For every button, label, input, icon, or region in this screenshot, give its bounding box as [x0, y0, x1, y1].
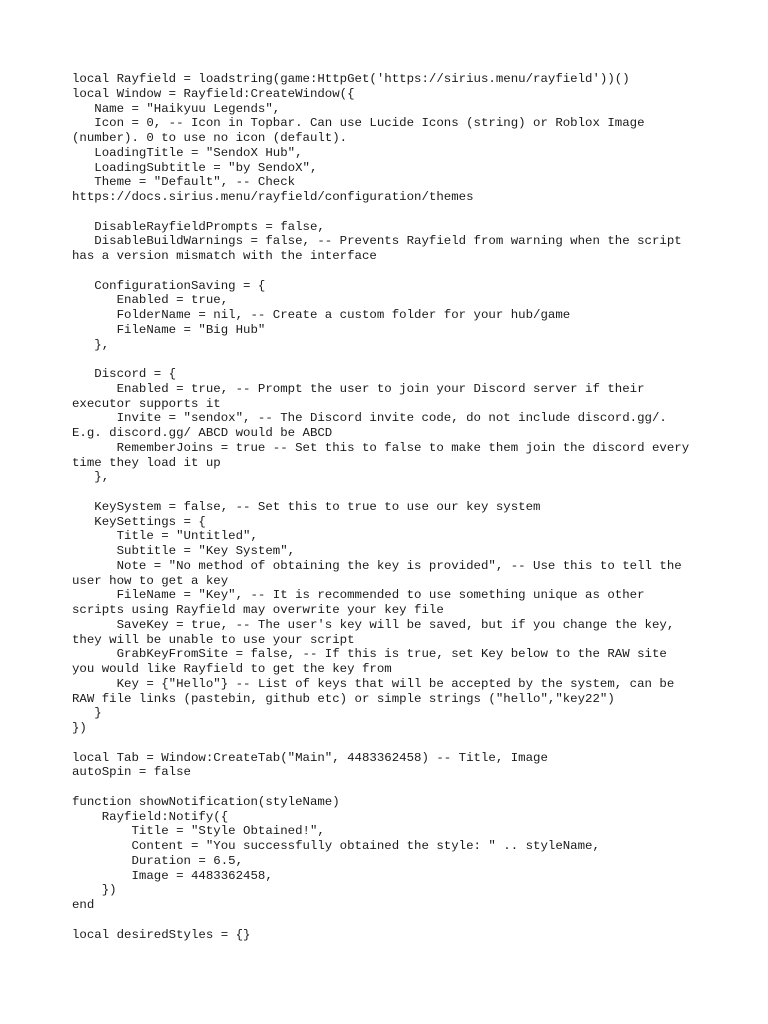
code-line — [72, 205, 702, 220]
code-line: scripts using Rayfield may overwrite your key file — [72, 603, 444, 617]
code-line — [72, 736, 702, 751]
code-line: }) — [72, 721, 87, 735]
code-line: Image = 4483362458, — [72, 868, 273, 883]
code-line: Theme = "Default", -- Check — [72, 175, 296, 190]
code-line: RememberJoins = true -- Set this to false to make them join the discord every — [72, 440, 690, 455]
code-line: KeySettings = { — [72, 514, 206, 529]
code-line: Name = "Haikyuu Legends", — [72, 101, 281, 116]
code-line: DisableRayfieldPrompts = false, — [72, 219, 325, 234]
code-line: user how to get a key — [72, 573, 229, 588]
code-line: Enabled = true, — [72, 293, 229, 308]
code-line: executor supports it — [72, 396, 221, 411]
code-line: Icon = 0, -- Icon in Topbar. Can use Lucide Icons (string) or Roblox Image — [72, 116, 645, 131]
code-line — [72, 264, 702, 279]
code-line: FolderName = nil, -- Create a custom folder for your hub/game — [72, 308, 571, 322]
code-line: Note = "No method of obtaining the key is provided", -- Use this to tell the — [72, 558, 682, 573]
code-line: }) — [72, 883, 117, 898]
code-line: }, — [72, 470, 110, 485]
code-line: GrabKeyFromSite = false, -- If this is true, set Key below to the RAW site — [72, 647, 667, 662]
code-line: (number). 0 to use no icon (default). — [72, 131, 348, 145]
code-line: DisableBuildWarnings = false, -- Prevents Rayfield from warning when the script — [72, 234, 682, 249]
code-line: local Window = Rayfield:CreateWindow({ — [72, 86, 355, 101]
code-line: Content = "You successfully obtained the style: " .. styleName, — [72, 839, 600, 853]
code-line: RAW file links (pastebin, github etc) or simple strings ("hello","key22") — [72, 691, 615, 706]
code-line — [72, 913, 702, 928]
code-line: you would like Rayfield to get the key from — [72, 662, 392, 676]
code-line: local Tab = Window:CreateTab("Main", 4483362458) -- Title, Image — [72, 750, 548, 765]
code-line — [72, 352, 702, 367]
code-line: LoadingTitle = "SendoX Hub", — [72, 145, 303, 160]
code-line: time they load it up — [72, 455, 221, 470]
code-line: end — [72, 898, 95, 912]
code-line: Enabled = true, -- Prompt the user to join your Discord server if their — [72, 381, 645, 396]
code-line: SaveKey = true, -- The user's key will be saved, but if you change the key, — [72, 617, 675, 632]
code-line: }, — [72, 337, 110, 352]
code-line: ConfigurationSaving = { — [72, 278, 266, 293]
code-block — [72, 72, 702, 942]
code-line: autoSpin = false — [72, 765, 191, 780]
code-line: } — [72, 706, 102, 721]
code-line: local Rayfield = loadstring(game:HttpGet('https://sirius.menu/rayfield'))() — [72, 72, 630, 86]
code-line: Rayfield:Notify({ — [72, 809, 229, 824]
code-line: has a version mismatch with the interface — [72, 249, 377, 263]
code-line: FileName = "Key", -- It is recommended to use something unique as other — [72, 588, 645, 603]
code-line: LoadingSubtitle = "by SendoX", — [72, 160, 318, 175]
code-line: local desiredStyles = {} — [72, 927, 251, 942]
code-line: Title = "Style Obtained!", — [72, 824, 325, 839]
code-line: FileName = "Big Hub" — [72, 322, 266, 337]
code-line: E.g. discord.gg/ ABCD would be ABCD — [72, 426, 333, 440]
code-line: Discord = { — [72, 367, 177, 381]
code-line: function showNotification(styleName) — [72, 794, 340, 809]
code-line: Key = {"Hello"} -- List of keys that will be accepted by the system, can be — [72, 676, 675, 691]
code-line: Subtitle = "Key System", — [72, 544, 296, 558]
code-line: https://docs.sirius.menu/rayfield/configuration/themes — [72, 190, 474, 204]
code-line: Duration = 6.5, — [72, 853, 244, 868]
code-line: they will be unable to use your script — [72, 632, 355, 647]
code-line — [72, 485, 702, 500]
code-line — [72, 780, 702, 795]
code-line: KeySystem = false, -- Set this to true to use our key system — [72, 499, 541, 514]
code-line: Invite = "sendox", -- The Discord invite code, do not include discord.gg/. — [72, 411, 667, 426]
code-line: Title = "Untitled", — [72, 529, 258, 544]
